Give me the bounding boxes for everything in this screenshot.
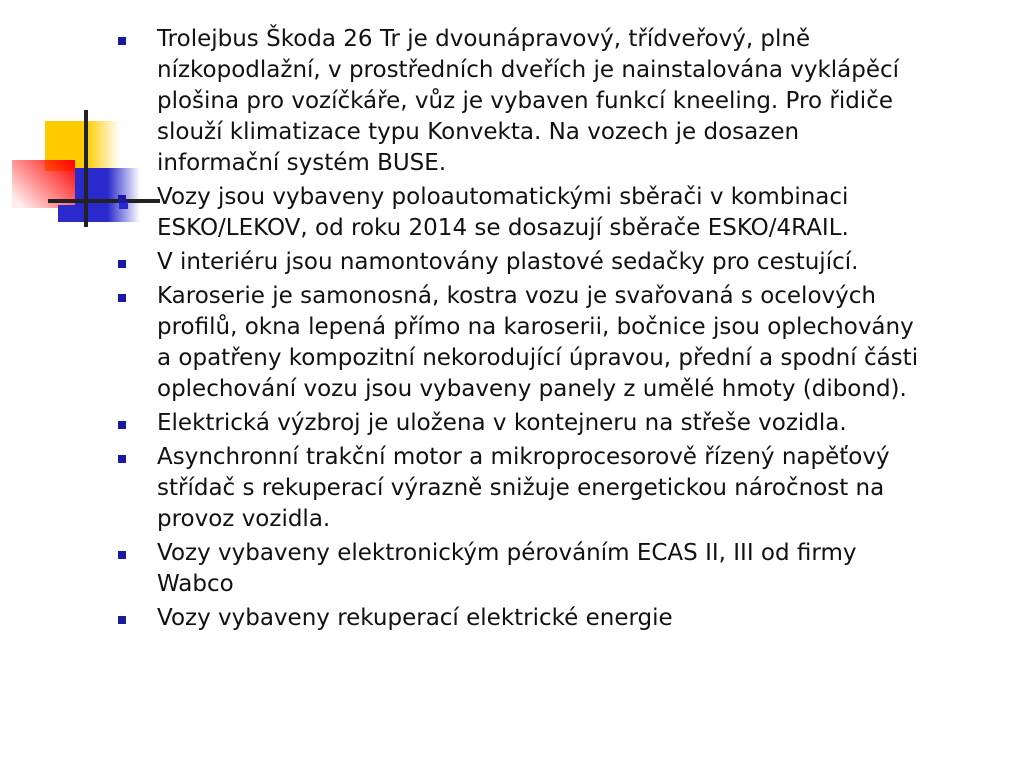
bullet-text-line: Vozy vybaveny elektronickým pérováním ECAS II, III od firmy	[157, 540, 857, 566]
bullet-item	[115, 247, 1005, 278]
bullet-text-line: oplechování vozu jsou vybaveny panely z umělé hmoty (dibond).	[157, 376, 907, 402]
bullet-text-line: Wabco	[157, 571, 234, 597]
bullet-item	[115, 603, 1005, 634]
bullet-text-line: Trolejbus Škoda 26 Tr je dvounápravový, třídveřový, plně	[157, 26, 811, 52]
bullet-square-icon	[118, 37, 126, 45]
bullet-text-line: slouží klimatizace typu Konvekta. Na vozech je dosazen	[157, 119, 800, 145]
bullet-item	[115, 24, 1005, 179]
bullet-item	[115, 408, 1005, 439]
bullet-item	[115, 538, 1005, 600]
bullet-list	[115, 24, 1005, 637]
bullet-item	[115, 281, 1005, 405]
bullet-text-line: ESKO/LEKOV, od roku 2014 se dosazují sběrače ESKO/4RAIL.	[157, 215, 849, 241]
bullet-item	[115, 442, 1005, 535]
bullet-text-line: Vozy vybaveny rekuperací elektrické energie	[157, 605, 673, 631]
bullet-square-icon	[118, 616, 126, 624]
bullet-text-line: V interiéru jsou namontovány plastové sedačky pro cestující.	[157, 249, 859, 275]
bullet-square-icon	[118, 421, 126, 429]
bullet-text-line: Elektrická výzbroj je uložena v kontejneru na střeše vozidla.	[157, 410, 847, 436]
bullet-square-icon	[118, 551, 126, 559]
bullet-text-line: plošina pro vozíčkáře, vůz je vybaven funkcí kneeling. Pro řidiče	[157, 88, 893, 114]
decor-vertical-line	[84, 110, 88, 227]
bullet-text-line: Karoserie je samonosná, kostra vozu je svařovaná s ocelových	[157, 283, 876, 309]
bullet-text-line: profilů, okna lepená přímo na karoserii, bočnice jsou oplechovány	[157, 314, 914, 340]
bullet-text-line: Vozy jsou vybaveny poloautomatickými sběrači v kombinaci	[157, 184, 849, 210]
bullet-item	[115, 182, 1005, 244]
bullet-square-icon	[118, 195, 126, 203]
bullet-text-line: Asynchronní trakční motor a mikroprocesorově řízený napěťový	[157, 444, 890, 470]
bullet-square-icon	[118, 294, 126, 302]
bullet-text-line: informační systém BUSE.	[157, 150, 447, 176]
bullet-text-line: a opatřeny kompozitní nekorodující úpravou, přední a spodní části	[157, 345, 919, 371]
bullet-text-line: střídač s rekuperací výrazně snižuje energetickou náročnost na	[157, 475, 885, 501]
bullet-text-line: nízkopodlažní, v prostředních dveřích je nainstalována vyklápěcí	[157, 57, 900, 83]
bullet-text-line: provoz vozidla.	[157, 506, 331, 532]
bullet-square-icon	[118, 455, 126, 463]
bullet-square-icon	[118, 260, 126, 268]
